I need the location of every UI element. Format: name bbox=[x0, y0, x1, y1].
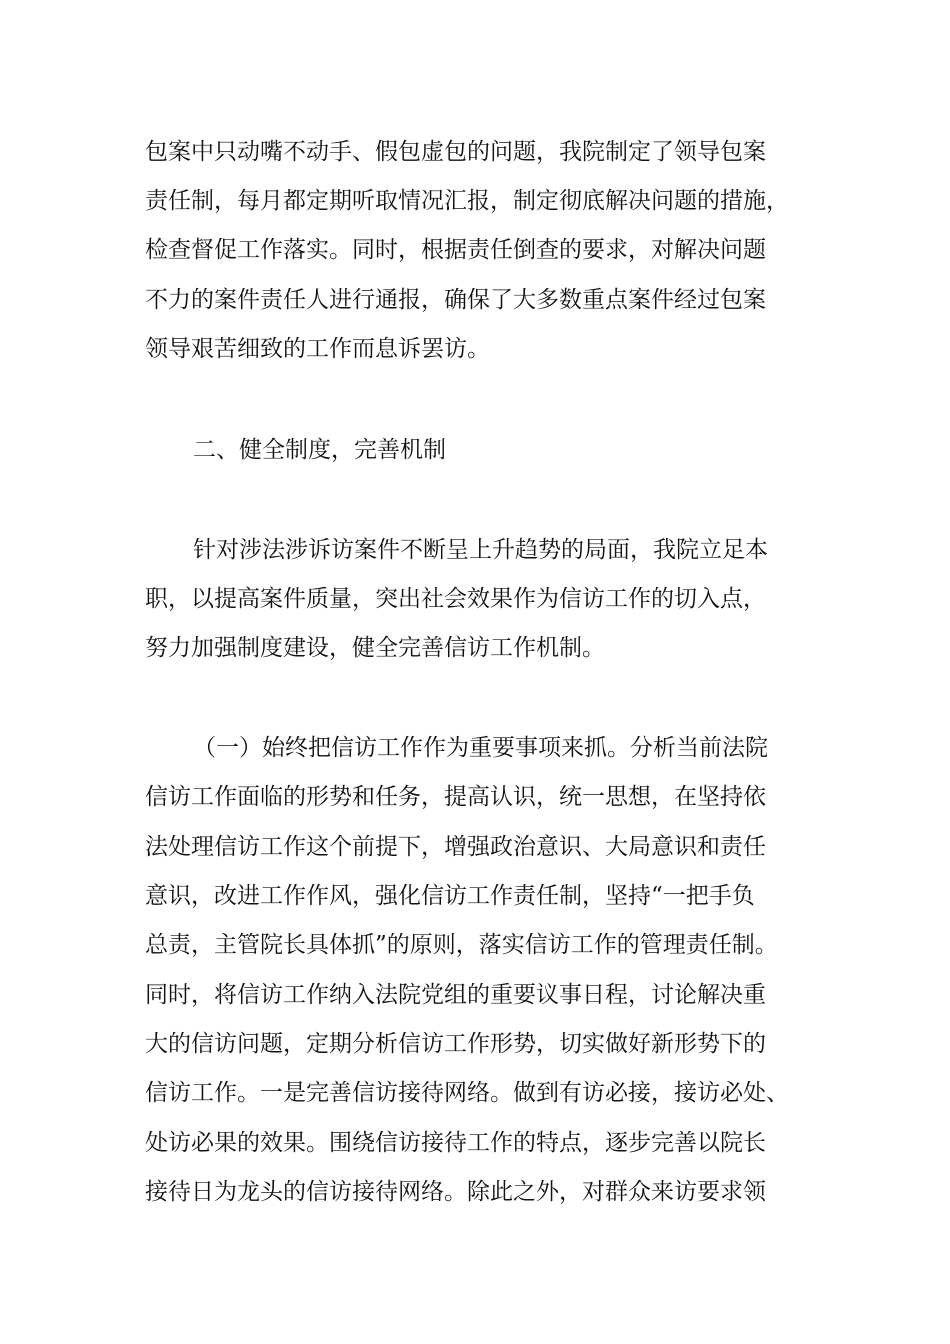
paragraph-3-line-10: 接待日为龙头的信访接待网络。除此之外，对群众来访要求领 bbox=[145, 1179, 766, 1205]
paragraph-2-line-2: 职，以提高案件质量，突出社会效果作为信访工作的切入点， bbox=[145, 586, 766, 612]
paragraph-1-line-3: 检查督促工作落实。同时，根据责任倒查的要求，对解决问题 bbox=[145, 237, 766, 263]
paragraph-3-line-4: 意识，改进工作作风，强化信访工作责任制，坚持“一把手负 bbox=[145, 883, 755, 909]
paragraph-3-line-9: 处访必果的效果。围绕信访接待工作的特点，逐步完善以院长 bbox=[145, 1130, 766, 1156]
paragraph-3-line-5: 总责，主管院长具体抓”的原则，落实信访工作的管理责任制。 bbox=[145, 932, 778, 958]
paragraph-2-line-1: 针对涉法涉诉访案件不断呈上升趋势的局面，我院立足本 bbox=[193, 537, 768, 563]
paragraph-1-line-2: 责任制，每月都定期听取情况汇报，制定彻底解决问题的措施， bbox=[145, 188, 789, 214]
paragraph-3-line-8: 信访工作。一是完善信访接待网络。做到有访必接，接访必处、 bbox=[145, 1080, 789, 1106]
paragraph-3-line-2: 信访工作面临的形势和任务，提高认识，统一思想，在坚持依 bbox=[145, 784, 766, 810]
paragraph-3-line-6: 同时，将信访工作纳入法院党组的重要议事日程，讨论解决重 bbox=[145, 982, 766, 1008]
paragraph-3-line-7: 大的信访问题，定期分析信访工作形势，切实做好新形势下的 bbox=[145, 1031, 766, 1057]
paragraph-3-line-3: 法处理信访工作这个前提下，增强政治意识、大局意识和责任 bbox=[145, 834, 766, 860]
paragraph-1-line-5: 领导艰苦细致的工作而息诉罢访。 bbox=[145, 336, 490, 362]
paragraph-1-line-4: 不力的案件责任人进行通报，确保了大多数重点案件经过包案 bbox=[145, 287, 766, 313]
paragraph-3-line-1: （一）始终把信访工作作为重要事项来抓。分析当前法院 bbox=[193, 735, 768, 761]
paragraph-1-line-1: 包案中只动嘴不动手、假包虚包的问题，我院制定了领导包案 bbox=[145, 139, 766, 165]
section-heading: 二、健全制度，完善机制 bbox=[193, 437, 446, 463]
paragraph-2-line-3: 努力加强制度建设，健全完善信访工作机制。 bbox=[145, 635, 605, 661]
